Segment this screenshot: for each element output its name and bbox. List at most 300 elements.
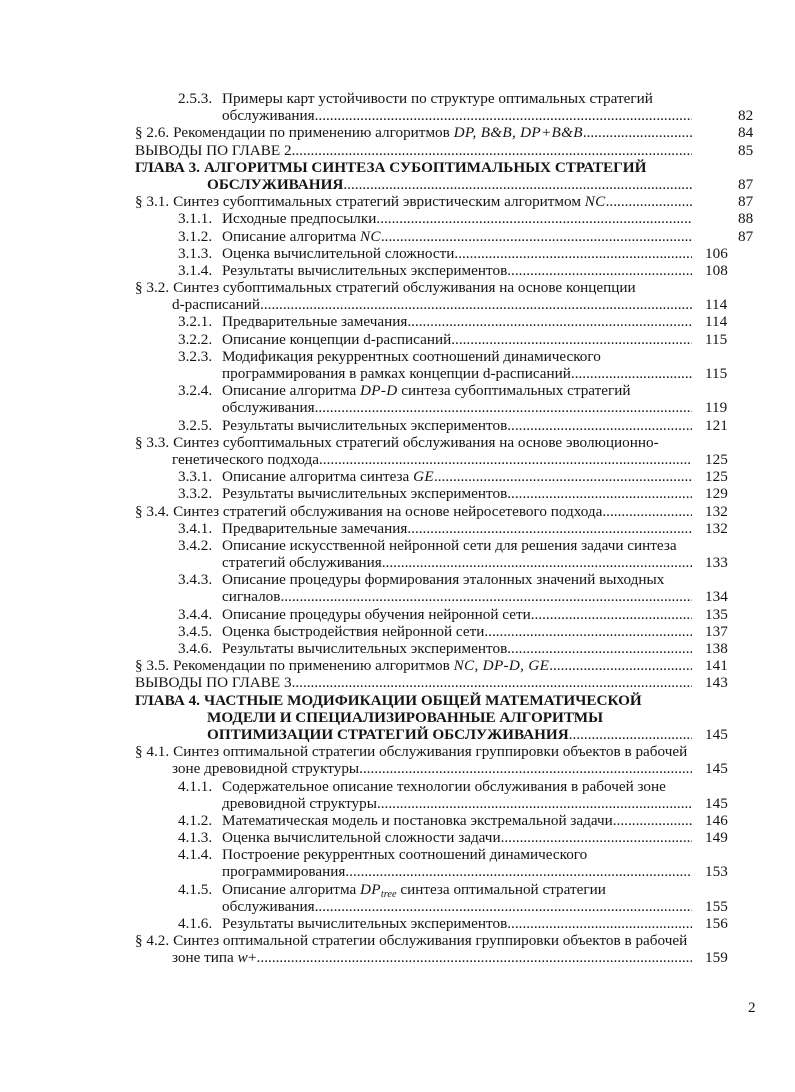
entry-number: § 4.2. <box>135 932 170 950</box>
entry-page-number: 133 <box>705 554 728 572</box>
entry-title-text: сигналов <box>222 588 281 606</box>
entry-page-number: 106 <box>705 244 728 262</box>
entry-page-number: 125 <box>705 450 728 468</box>
toc-line <box>0 348 692 365</box>
toc-entry <box>0 812 795 829</box>
entry-number: 4.1.3. <box>178 829 213 847</box>
toc-entry <box>0 382 795 416</box>
entry-title-text: Описание процедуры обучения нейронной сети <box>222 605 531 623</box>
entry-title <box>222 228 381 245</box>
entry-page-number: 82 <box>738 107 754 125</box>
entry-title-text: Синтез субоптимальных стратегий эвристическим алгоритмом <box>173 193 585 211</box>
dot-leader <box>454 245 692 262</box>
entry-page-number: 155 <box>705 897 728 915</box>
dot-leader <box>602 503 692 520</box>
entry-page-number: 145 <box>705 794 728 812</box>
entry-page-number: 88 <box>738 210 754 228</box>
entry-page-number: 114 <box>705 296 728 314</box>
entry-title <box>135 142 292 159</box>
entry-page-number: 114 <box>705 313 728 331</box>
toc-line <box>0 881 692 898</box>
entry-title <box>172 760 359 777</box>
dot-leader <box>484 623 692 640</box>
entry-title <box>222 210 376 227</box>
entry-page-number: 132 <box>705 502 728 520</box>
toc-entry <box>0 417 795 434</box>
toc-entry <box>0 159 795 193</box>
toc-line <box>0 949 728 967</box>
toc-line <box>0 709 692 726</box>
toc-entry <box>0 743 795 777</box>
toc-line <box>0 554 728 572</box>
entry-number: 3.4.5. <box>178 622 213 640</box>
entry-title <box>135 657 549 674</box>
dot-leader <box>451 331 692 348</box>
entry-title <box>172 296 260 313</box>
entry-title-text: Математическая модель и постановка экстремальной задачи <box>222 811 613 829</box>
toc-line <box>0 743 692 760</box>
dot-leader <box>292 674 692 691</box>
entry-title-text: обслуживания <box>222 897 315 915</box>
entry-title-text: Синтез стратегий обслуживания на основе нейросетевого подхода <box>173 502 603 520</box>
entry-title-text: Исходные предпосылки <box>222 210 377 228</box>
toc-entry <box>0 228 795 245</box>
entry-title-text: ОБСЛУЖИВАНИЯ <box>207 175 344 193</box>
entry-page-number: 145 <box>705 760 728 778</box>
algorithm-name: NC <box>360 227 381 245</box>
entry-number: 3.1.1. <box>178 210 213 228</box>
entry-title-text: Рекомендации по применению алгоритмов <box>173 124 454 142</box>
toc-line <box>0 279 692 296</box>
toc-entry <box>0 692 795 744</box>
toc-entry <box>0 778 795 812</box>
toc-line <box>0 227 754 245</box>
entry-title-text: Модификация рекуррентных соотношений динамического <box>222 347 601 365</box>
entry-number: 3.2.2. <box>178 330 213 348</box>
entry-number: § 4.1. <box>135 743 170 761</box>
entry-number: 3.4.1. <box>178 519 213 537</box>
dot-leader <box>507 915 692 932</box>
entry-title-text: Описание концепции d-расписаний <box>222 330 452 348</box>
toc-entry <box>0 503 795 520</box>
dot-leader <box>583 124 692 141</box>
entry-number: § 2.6. <box>135 124 170 142</box>
entry-number: 3.2.5. <box>178 416 213 434</box>
algorithm-name: NC <box>584 193 606 211</box>
toc-line <box>0 365 728 382</box>
toc-entry <box>0 348 795 382</box>
entry-page-number: 145 <box>705 725 728 743</box>
entry-title <box>222 331 451 348</box>
toc-line <box>0 571 692 588</box>
entry-number: 3.2.4. <box>178 382 213 400</box>
dot-leader <box>359 760 692 777</box>
entry-page-number: 108 <box>705 261 728 279</box>
entry-number: 3.4.4. <box>178 605 213 623</box>
toc-entry <box>0 245 795 262</box>
toc-entry <box>0 846 795 880</box>
entry-title-text: d-расписаний <box>172 296 261 314</box>
entry-title <box>135 434 659 451</box>
toc-line <box>0 778 692 795</box>
dot-leader <box>407 313 692 330</box>
entry-title <box>222 640 507 657</box>
toc-line <box>0 863 728 881</box>
dot-leader <box>531 606 692 623</box>
entry-title-text: древовидной структуры <box>222 794 377 812</box>
toc-entry <box>0 571 795 605</box>
entry-title <box>222 915 507 932</box>
entry-title-text: программирования в рамках концепции d-расписаний <box>222 365 571 382</box>
entry-number: 2.5.3. <box>178 90 213 107</box>
entry-title-text: ВЫВОДЫ ПО ГЛАВЕ 2 <box>135 141 292 159</box>
entry-title <box>222 623 484 640</box>
entry-title-text: Синтез оптимальной стратегии обслуживания группировки объектов в рабочей <box>173 932 688 950</box>
entry-title <box>222 795 377 812</box>
entry-title-text: Оценка вычислительной сложности <box>222 244 455 262</box>
entry-title <box>207 726 569 743</box>
entry-title <box>172 451 319 468</box>
entry-title-text: Результаты вычислительных экспериментов <box>222 915 508 932</box>
entry-number: 4.1.1. <box>178 777 213 795</box>
entry-page-number: 87 <box>738 193 754 211</box>
entry-number: ГЛАВА 3. <box>135 158 200 176</box>
dot-leader <box>345 863 692 880</box>
toc-line <box>0 846 692 863</box>
toc-line <box>0 502 728 520</box>
toc-entry <box>0 279 795 313</box>
entry-title-text: Описание алгоритма <box>222 227 360 245</box>
entry-title-text: обслуживания <box>222 399 315 417</box>
dot-leader <box>319 451 692 468</box>
entry-page-number: 138 <box>705 640 728 657</box>
toc-line <box>0 107 754 125</box>
toc-line <box>0 416 728 434</box>
entry-number: 3.4.6. <box>178 640 213 657</box>
toc-entry <box>0 331 795 348</box>
toc-line <box>0 261 728 279</box>
toc-line <box>0 932 692 949</box>
entry-title <box>222 537 677 554</box>
entry-page-number: 115 <box>705 330 728 348</box>
entry-page-number: 143 <box>705 674 728 692</box>
entry-number: 4.1.4. <box>178 846 213 864</box>
entry-page-number: 134 <box>705 588 728 606</box>
algorithm-name: NC, DP-D, GE <box>453 657 550 675</box>
dot-leader <box>381 228 692 245</box>
toc-entry <box>0 640 795 657</box>
entry-page-number: 135 <box>705 605 728 623</box>
toc-entry <box>0 193 795 210</box>
entry-title-text: Синтез субоптимальных стратегий обслуживания на основе эволюционно- <box>173 433 659 451</box>
dot-leader <box>613 812 692 829</box>
entry-title-text: ВЫВОДЫ ПО ГЛАВЕ 3 <box>135 674 292 692</box>
entry-title <box>222 485 507 502</box>
entry-title <box>135 193 606 210</box>
entry-number: 3.3.1. <box>178 468 213 486</box>
entry-page-number: 141 <box>705 657 728 675</box>
entry-number: 4.1.5. <box>178 880 213 898</box>
table-of-contents <box>0 90 795 967</box>
dot-leader <box>377 795 692 812</box>
entry-title <box>222 571 664 588</box>
entry-title <box>135 124 583 141</box>
entry-title-text: Результаты вычислительных экспериментов <box>222 416 508 434</box>
entry-number: 3.4.3. <box>178 571 213 589</box>
dot-leader <box>260 296 692 313</box>
toc-entry <box>0 674 795 691</box>
toc-line <box>0 622 728 640</box>
toc-line <box>0 640 728 657</box>
entry-page-number: 87 <box>738 227 754 245</box>
entry-number: ГЛАВА 4. <box>135 691 200 709</box>
toc-entry <box>0 262 795 279</box>
entry-page-number: 87 <box>738 175 754 193</box>
toc-entry <box>0 932 795 966</box>
entry-title-text: обслуживания <box>222 107 315 125</box>
dot-leader <box>507 262 692 279</box>
entry-title <box>222 812 613 829</box>
entry-title-text: + <box>248 949 257 967</box>
entry-title-text: Примеры карт устойчивости по структуре оптимальных стратегий <box>222 90 653 107</box>
entry-title <box>222 588 280 605</box>
entry-title-text: Описание искусственной нейронной сети для решения задачи синтеза <box>222 536 677 554</box>
entry-number: 4.1.6. <box>178 915 213 932</box>
toc-line <box>0 313 728 331</box>
entry-page-number: 156 <box>705 915 728 932</box>
entry-title <box>222 468 434 485</box>
entry-title <box>135 279 636 296</box>
toc-entry <box>0 313 795 330</box>
entry-number: 3.2.1. <box>178 313 213 331</box>
toc-entry <box>0 829 795 846</box>
dot-leader <box>407 520 692 537</box>
toc-entry <box>0 537 795 571</box>
entry-title-text: генетического подхода <box>172 450 319 468</box>
entry-title-text: Предварительные замечания <box>222 313 408 331</box>
dot-leader <box>315 399 692 416</box>
entry-title <box>207 709 603 726</box>
entry-number: § 3.5. <box>135 657 170 675</box>
entry-title <box>222 348 601 365</box>
entry-title-text: Описание процедуры формирования эталонных значений выходных <box>222 571 665 589</box>
entry-page-number: 121 <box>705 416 728 434</box>
algorithm-name: GE <box>413 468 434 486</box>
entry-title <box>222 90 653 107</box>
algorithm-name: w <box>237 949 249 967</box>
entry-title <box>222 107 315 124</box>
dot-leader <box>549 657 692 674</box>
toc-line <box>0 399 728 417</box>
entry-title-text: Результаты вычислительных экспериментов <box>222 640 508 657</box>
toc-line <box>0 811 728 829</box>
toc-line <box>0 485 728 503</box>
entry-page-number: 84 <box>738 124 754 142</box>
entry-number: 3.1.3. <box>178 244 213 262</box>
dot-leader <box>434 468 692 485</box>
entry-number: § 3.2. <box>135 279 170 297</box>
entry-page-number: 159 <box>705 949 728 967</box>
toc-line <box>0 897 728 915</box>
entry-title-text: Построение рекуррентных соотношений динамического <box>222 846 588 864</box>
entry-title <box>135 503 602 520</box>
toc-entry <box>0 434 795 468</box>
entry-page-number: 149 <box>705 829 728 847</box>
entry-title <box>207 176 343 193</box>
toc-line <box>0 725 728 743</box>
toc-entry <box>0 520 795 537</box>
entry-title-text: Результаты вычислительных экспериментов <box>222 261 508 279</box>
entry-title-text: АЛГОРИТМЫ СИНТЕЗА СУБОПТИМАЛЬНЫХ СТРАТЕГИЙ <box>203 158 647 176</box>
entry-title <box>222 606 531 623</box>
toc-line <box>0 519 728 537</box>
entry-title <box>222 898 315 915</box>
entry-number: 3.2.3. <box>178 347 213 365</box>
entry-title <box>135 159 646 176</box>
dot-leader <box>507 417 692 434</box>
entry-page-number: 137 <box>705 622 728 640</box>
page-number: 2 <box>748 999 756 1016</box>
entry-title <box>222 262 507 279</box>
dot-leader <box>507 640 692 657</box>
entry-page-number: 132 <box>705 519 728 537</box>
toc-line <box>0 330 728 348</box>
toc-line <box>0 90 692 107</box>
toc-line <box>0 692 692 709</box>
entry-title <box>222 863 345 880</box>
entry-page-number: 125 <box>705 468 728 486</box>
toc-line <box>0 674 728 692</box>
dot-leader <box>280 588 692 605</box>
toc-line <box>0 296 728 314</box>
dot-leader <box>315 898 692 915</box>
entry-title-text: ОПТИМИЗАЦИИ СТРАТЕГИЙ ОБСЛУЖИВАНИЯ <box>207 725 569 743</box>
entry-title <box>135 932 687 949</box>
entry-title-text: МОДЕЛИ И СПЕЦИАЛИЗИРОВАННЫЕ АЛГОРИТМЫ <box>207 708 604 726</box>
toc-entry <box>0 657 795 674</box>
entry-title-text: Предварительные замечания <box>222 519 408 537</box>
toc-line <box>0 605 728 623</box>
entry-page-number: 146 <box>705 811 728 829</box>
toc-line <box>0 141 754 159</box>
entry-title-text: Оценка вычислительной сложности задачи <box>222 829 501 847</box>
entry-title-text: Описание алгоритма <box>222 382 360 400</box>
entry-title-text: синтеза субоптимальных стратегий <box>397 382 631 400</box>
toc-line <box>0 829 728 847</box>
entry-title <box>222 417 507 434</box>
dot-leader <box>507 485 692 502</box>
dot-leader <box>569 726 692 743</box>
dot-leader <box>376 210 692 227</box>
algorithm-name: DP-D <box>360 382 398 400</box>
entry-title-text: Результаты вычислительных экспериментов <box>222 485 508 503</box>
entry-title <box>222 829 501 846</box>
toc-line <box>0 210 754 228</box>
toc-line <box>0 760 728 778</box>
entry-title <box>135 674 292 691</box>
entry-title-text: Рекомендации по применению алгоритмов <box>173 657 454 675</box>
toc-line <box>0 588 728 606</box>
entry-title-text: Оценка быстродействия нейронной сети <box>222 622 485 640</box>
toc-entry <box>0 606 795 623</box>
entry-title-text: стратегий обслуживания <box>222 554 382 572</box>
dot-leader <box>501 829 692 846</box>
entry-number: 4.1.2. <box>178 811 213 829</box>
entry-title <box>222 382 631 399</box>
entry-title-text: зоне типа <box>172 949 238 967</box>
toc-entry <box>0 485 795 502</box>
dot-leader <box>606 193 692 210</box>
toc-line <box>0 159 692 176</box>
entry-title-text: Синтез субоптимальных стратегий обслуживания на основе концепции <box>173 279 636 297</box>
toc-line <box>0 915 728 932</box>
entry-title-text: программирования <box>222 863 346 881</box>
entry-number: § 3.4. <box>135 502 170 520</box>
entry-title-text: синтеза оптимальной стратегии <box>396 880 606 898</box>
algorithm-subscript: tree <box>380 888 397 900</box>
entry-title-text: зоне древовидной структуры <box>172 760 360 778</box>
toc-line <box>0 468 728 486</box>
entry-title-text: Описание алгоритма <box>222 880 360 898</box>
toc-line <box>0 450 728 468</box>
entry-title <box>222 554 382 571</box>
entry-title <box>172 949 257 966</box>
toc-entry <box>0 915 795 932</box>
toc-entry <box>0 124 795 141</box>
algorithm-name: DP <box>360 880 381 898</box>
entry-number: 3.4.2. <box>178 536 213 554</box>
toc-line <box>0 175 754 193</box>
toc-line <box>0 124 754 142</box>
entry-page-number: 85 <box>738 141 754 159</box>
toc-line <box>0 794 728 812</box>
toc-line <box>0 434 692 451</box>
entry-page-number: 129 <box>705 485 728 503</box>
entry-title <box>222 778 666 795</box>
dot-leader <box>315 107 692 124</box>
entry-number: § 3.1. <box>135 193 170 211</box>
entry-title-text: ЧАСТНЫЕ МОДИФИКАЦИИ ОБЩЕЙ МАТЕМАТИЧЕСКОЙ <box>203 691 642 709</box>
toc-entry <box>0 881 795 915</box>
toc-line <box>0 657 728 675</box>
entry-page-number: 115 <box>705 365 728 382</box>
entry-title <box>222 520 407 537</box>
entry-number: 3.3.2. <box>178 485 213 503</box>
entry-title <box>222 365 571 382</box>
entry-page-number: 153 <box>705 863 728 881</box>
entry-title <box>135 692 642 709</box>
entry-page-number: 119 <box>705 399 728 417</box>
entry-title-text: Содержательное описание технологии обслуживания в рабочей зоне <box>222 777 666 795</box>
entry-title <box>222 846 587 863</box>
entry-number: 3.1.4. <box>178 261 213 279</box>
toc-entry <box>0 210 795 227</box>
entry-title-text: Синтез оптимальной стратегии обслуживания группировки объектов в рабочей <box>173 743 688 761</box>
entry-number: 3.1.2. <box>178 227 213 245</box>
dot-leader <box>571 365 692 382</box>
toc-entry <box>0 468 795 485</box>
entry-title <box>135 743 687 760</box>
toc-line <box>0 193 754 211</box>
entry-title <box>222 399 315 416</box>
dot-leader <box>257 949 692 966</box>
toc-line <box>0 382 692 399</box>
entry-title-text: Описание алгоритма синтеза <box>222 468 414 486</box>
toc-entry <box>0 623 795 640</box>
toc-entry <box>0 142 795 159</box>
toc-line <box>0 244 728 262</box>
toc-entry <box>0 90 795 124</box>
